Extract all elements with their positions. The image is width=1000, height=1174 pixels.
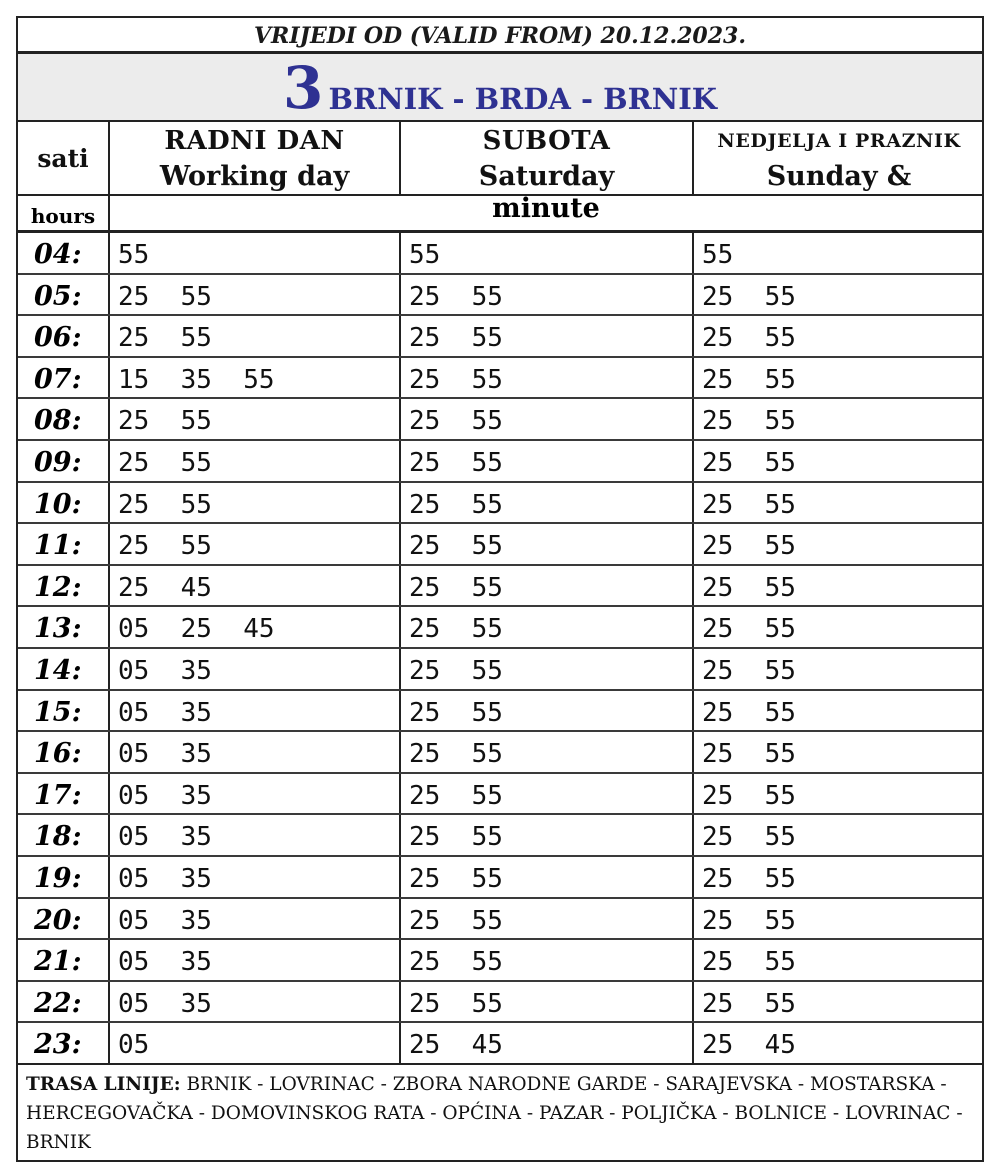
hour-cell: 14: [18,649,110,689]
sunday-holiday-cell: 25 55 [702,364,796,395]
valid-from-header: VRIJEDI OD (VALID FROM) 20.12.2023. [18,18,982,54]
table-row [18,566,982,608]
hour-cell: 21: [18,940,110,980]
saturday-cell: 55 [401,233,694,273]
table-row [18,358,982,400]
saturday-cell: 25 55 [401,316,694,356]
working-day-cell: 05 25 45 [110,607,401,647]
working-day-cell: 25 55 [110,275,401,315]
sunday-holiday-cell: 25 55 [702,614,796,645]
sunday-holiday-cell: 25 45 [702,1030,796,1061]
table-row [18,857,982,899]
saturday-column-header [401,122,694,194]
working-day-cell: 25 55 [110,483,401,523]
saturday-subtitle: Saturday [478,161,615,192]
table-row [18,691,982,733]
sunday-holiday-cell: 25 55 [702,780,796,811]
table-row [18,316,982,358]
hour-cell: 13: [18,607,110,647]
table-row [18,607,982,649]
hour-cell: 23: [18,1023,110,1063]
saturday-title: SUBOTA [482,126,611,156]
hour-cell: 15: [18,691,110,731]
sunday-holiday-cell: 25 55 [702,531,796,562]
sunday-holiday-cell: 25 55 [702,822,796,853]
sunday-holiday-cell: 25 55 [702,988,796,1019]
working-day-cell: 25 55 [110,316,401,356]
column-header-row [18,122,982,196]
saturday-cell: 25 55 [401,691,694,731]
saturday-cell: 25 55 [401,399,694,439]
saturday-cell: 25 55 [401,275,694,315]
table-row [18,940,982,982]
saturday-cell: 25 55 [401,774,694,814]
hour-column-header: sati [18,122,110,194]
saturday-cell: 25 55 [401,358,694,398]
hour-cell: 08: [18,399,110,439]
timetable-sheet [16,16,984,1162]
working-day-cell: 55 [110,233,401,273]
saturday-cell: 25 55 [401,524,694,564]
hour-cell: 04: [18,233,110,273]
saturday-cell: 25 55 [401,732,694,772]
sunday-holiday-cell: 55 [702,240,734,270]
sunday-holiday-cell: 25 55 [702,864,796,894]
sunday-holiday-cell: 25 55 [702,739,796,770]
hour-cell: 22: [18,982,110,1022]
table-row [18,1023,982,1065]
sunday-holiday-subtitle: Sunday & [766,161,912,192]
sunday-holiday-cell: 25 55 [702,572,796,603]
table-row [18,649,982,691]
timetable-body [18,233,982,1065]
route-description-text: BRNIK - LOVRINAC - ZBORA NARODNE GARDE - SARAJEVSKA - MOSTARSKA - HERCEGOVAČKA - DOMOVINSKOG RATA - OPĆINA - PAZAR - POLJIČKA - BOLNICE - LOVRINAC - BRNIK [26,1074,963,1153]
table-row [18,399,982,441]
saturday-cell: 25 55 [401,649,694,689]
table-row [18,233,982,275]
working-day-cell: 05 35 [110,940,401,980]
hour-cell: 17: [18,774,110,814]
hour-cell: 05: [18,275,110,315]
hour-cell: 18: [18,815,110,855]
working-day-subtitle: Working day [159,161,350,192]
hour-cell: 19: [18,857,110,897]
saturday-cell: 25 45 [401,1023,694,1063]
minute-label: minute [492,193,600,224]
hours-label: hours [18,196,110,230]
sunday-holiday-cell: 25 55 [702,406,796,437]
working-day-cell: 05 35 [110,691,401,731]
hour-cell: 20: [18,899,110,939]
working-day-title: RADNI DAN [164,126,345,156]
saturday-cell: 25 55 [401,899,694,939]
hour-cell: 12: [18,566,110,606]
route-number: 3 [283,54,324,122]
route-title [18,54,982,122]
sunday-holiday-cell: 25 55 [702,448,796,478]
sunday-holiday-cell: 25 55 [702,656,796,686]
sunday-holiday-title: NEDJELJA I PRAZNIK [717,130,961,152]
table-row [18,483,982,525]
table-row [18,899,982,941]
route-name: BRNIK - BRDA - BRNIK [328,82,717,116]
working-day-cell: 25 55 [110,441,401,481]
sunday-holiday-cell: 25 55 [702,489,796,520]
sunday-holiday-cell: 25 55 [702,281,796,312]
saturday-cell: 25 55 [401,441,694,481]
table-row [18,524,982,566]
sunday-holiday-column-header [694,122,984,194]
table-row [18,815,982,857]
saturday-cell: 25 55 [401,982,694,1022]
working-day-cell: 05 35 [110,774,401,814]
working-day-cell: 05 35 [110,649,401,689]
working-day-cell: 05 [110,1023,401,1063]
hour-cell: 10: [18,483,110,523]
hour-cell: 07: [18,358,110,398]
table-row [18,275,982,317]
sunday-holiday-cell: 25 55 [702,947,796,978]
saturday-cell: 25 55 [401,607,694,647]
working-day-cell: 25 45 [110,566,401,606]
table-row [18,732,982,774]
sunday-holiday-cell: 25 55 [702,323,796,354]
working-day-cell: 05 35 [110,899,401,939]
saturday-cell: 25 55 [401,940,694,980]
hour-cell: 11: [18,524,110,564]
table-row [18,441,982,483]
working-day-cell: 05 35 [110,732,401,772]
hour-cell: 06: [18,316,110,356]
working-day-cell: 05 35 [110,815,401,855]
route-description [18,1065,982,1160]
table-row [18,982,982,1024]
working-day-cell: 15 35 55 [110,358,401,398]
working-day-column-header [110,122,401,194]
working-day-cell: 05 35 [110,982,401,1022]
sunday-holiday-cell: 25 55 [702,905,796,936]
table-row [18,774,982,816]
working-day-cell: 25 55 [110,524,401,564]
saturday-cell: 25 55 [401,857,694,897]
working-day-cell: 25 55 [110,399,401,439]
saturday-cell: 25 55 [401,566,694,606]
hour-cell: 16: [18,732,110,772]
working-day-cell: 05 35 [110,857,401,897]
saturday-cell: 25 55 [401,815,694,855]
route-description-label: TRASA LINIJE: [26,1074,181,1095]
saturday-cell: 25 55 [401,483,694,523]
units-row [18,193,982,233]
hour-cell: 09: [18,441,110,481]
sunday-holiday-cell: 25 55 [702,697,796,728]
